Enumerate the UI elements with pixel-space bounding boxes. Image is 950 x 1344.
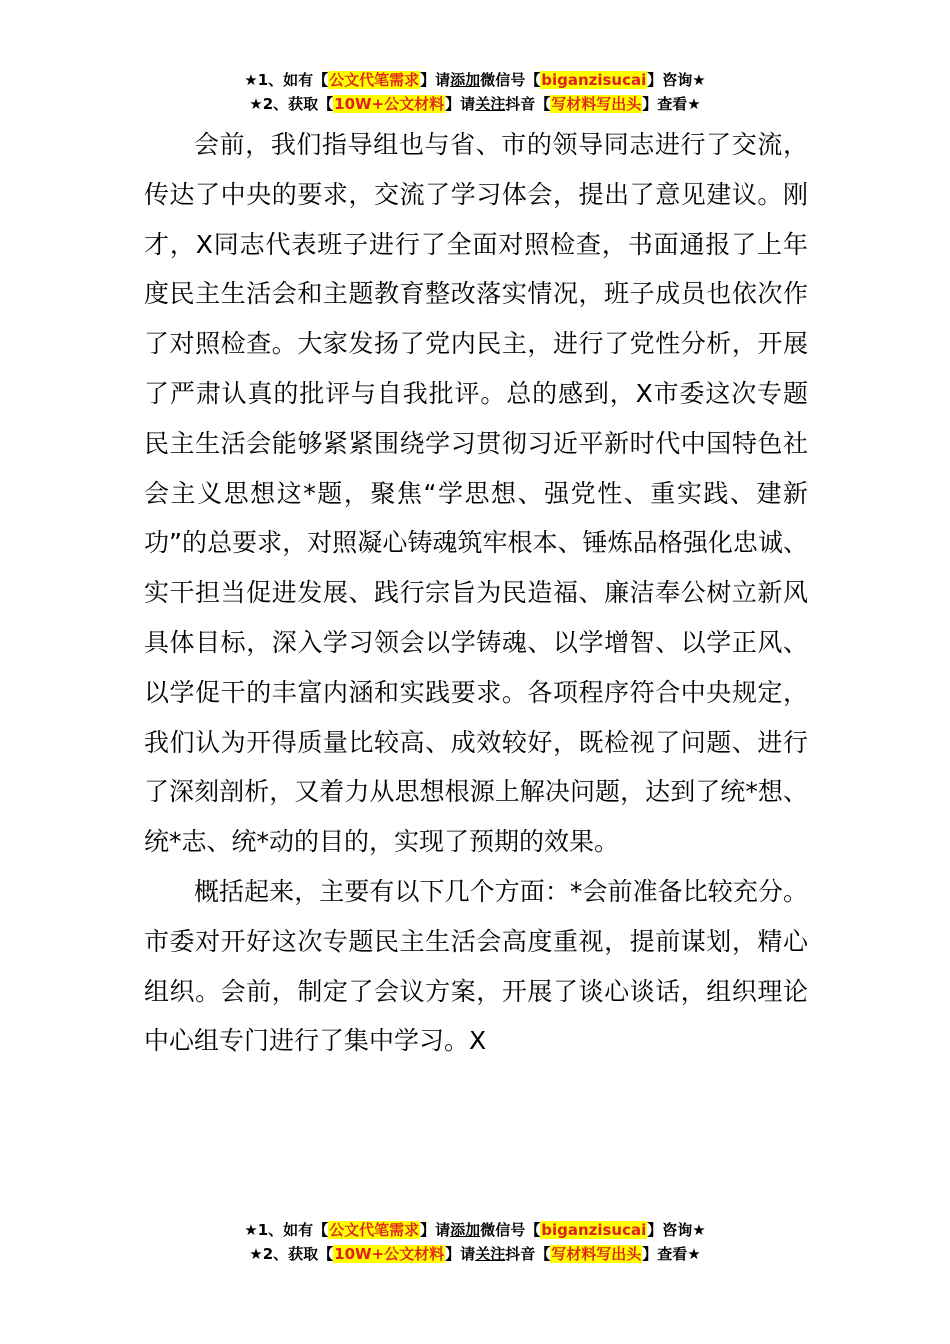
star-icon: ★ — [244, 71, 258, 89]
star-icon: ★ — [692, 71, 706, 89]
highlight-materials: 10W+公文材料 — [334, 95, 445, 113]
highlight-wechat-id: biganzisucai — [541, 1221, 647, 1239]
banner-line-1 — [0, 68, 950, 92]
banner-text: 抖音【 — [505, 95, 551, 113]
banner-text: 2、获取【 — [262, 1245, 334, 1263]
banner-text: 】请 — [445, 1245, 476, 1263]
underlined-text: 关注 — [475, 1245, 506, 1263]
banner-text: 抖音【 — [505, 1245, 551, 1263]
star-icon: ★ — [249, 95, 263, 113]
banner-text: 】咨询 — [647, 71, 693, 89]
highlight-wechat-id: biganzisucai — [541, 71, 647, 89]
star-icon: ★ — [692, 1221, 706, 1239]
star-icon: ★ — [687, 1245, 701, 1263]
banner-text: 微信号【 — [480, 71, 541, 89]
highlight-service: 公文代笔需求 — [329, 1221, 420, 1239]
document-body — [144, 120, 808, 1066]
underlined-text: 关注 — [475, 95, 506, 113]
banner-text: 】请 — [420, 1221, 451, 1239]
banner-text: 微信号【 — [480, 1221, 541, 1239]
banner-text: 1、如有【 — [257, 71, 329, 89]
paragraph: 概括起来，主要有以下几个方面：*会前准备比较充分。市委对开好这次专题民主生活会高度重视，提前谋划，精心组织。会前，制定了会议方案，开展了谈心谈话，组织理论中心组专门进行了集中学习。X — [144, 876, 808, 1056]
banner-text: 1、如有【 — [257, 1221, 329, 1239]
banner-line-2 — [0, 1242, 950, 1266]
paragraph: 会前，我们指导组也与省、市的领导同志进行了交流，传达了中央的要求，交流了学习体会，提出了意见建议。刚才，X同志代表班子进行了全面对照检查，书面通报了上年度民主生活会和主题教育整改落实情况，班子成员也依次作了对照检查。大家发扬了党内民主，进行了党性分析，开展了严肃认真的批评与自我批评。总的感到，X市委这次专题民主生活会能够紧紧围绕学习贯彻习近平新时代中国特色社会主义思想这*题，聚焦“学思想、强党性、重实践、建新功”的总要求，对照凝心铸魂筑牢根本、锤炼品格强化忠诚、实干担当促进发展、践行宗旨为民造福、廉洁奉公树立新风具体目标，深入学习领会以学铸魂、以学增智、以学正风、以学促干的丰富内涵和实践要求。各项程序符合中央规定，我们认为开得质量比较高、成效较好，既检视了问题、进行了深刻剖析，又着力从思想根源上解决问题，达到了统*想、统*志、统*动的目的，实现了预期的效果。 — [144, 130, 808, 857]
underlined-text: 添加 — [450, 1221, 481, 1239]
banner-text: 】请 — [420, 71, 451, 89]
banner-text: 】查看 — [642, 95, 688, 113]
star-icon: ★ — [249, 1245, 263, 1263]
star-icon: ★ — [244, 1221, 258, 1239]
banner-text: 】查看 — [642, 1245, 688, 1263]
underlined-text: 添加 — [450, 71, 481, 89]
banner-line-2 — [0, 92, 950, 116]
banner-line-1 — [0, 1218, 950, 1242]
header-banner — [0, 68, 950, 116]
banner-text: 2、获取【 — [262, 95, 334, 113]
highlight-douyin: 写材料写出头 — [551, 95, 642, 113]
highlight-materials: 10W+公文材料 — [334, 1245, 445, 1263]
highlight-douyin: 写材料写出头 — [551, 1245, 642, 1263]
banner-text: 】咨询 — [647, 1221, 693, 1239]
highlight-service: 公文代笔需求 — [329, 71, 420, 89]
star-icon: ★ — [687, 95, 701, 113]
footer-banner — [0, 1218, 950, 1266]
banner-text: 】请 — [445, 95, 476, 113]
